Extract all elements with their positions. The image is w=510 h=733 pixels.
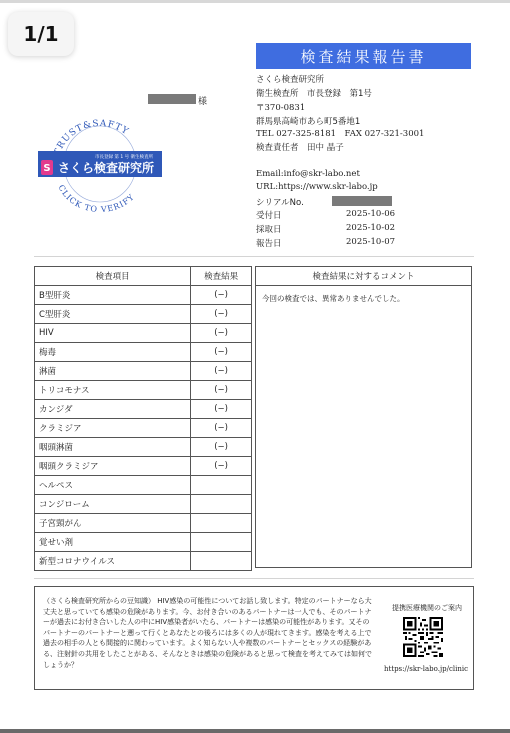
date-label-collected: 採取日 [256, 225, 282, 235]
test-item: 子宮頸がん [35, 514, 191, 533]
date-value-reported: 2025-10-07 [346, 237, 396, 247]
clinic-link[interactable]: https://skr-labo.jp/clinic [383, 665, 469, 673]
test-item: C型肝炎 [35, 305, 191, 324]
logo-registration-line: 市長登録 第 1 号 衛生検査所 [94, 155, 154, 160]
table-row [35, 457, 252, 476]
table-row [35, 476, 252, 495]
trivia-box [34, 586, 474, 690]
issuer-address: 群馬県高崎市あら町5番地1 [256, 117, 361, 127]
test-item: 淋菌 [35, 362, 191, 381]
header-test-item: 検査項目 [35, 267, 191, 286]
test-result [191, 476, 252, 495]
test-result [191, 533, 252, 552]
table-row [35, 381, 252, 400]
test-item: 咽頭クラミジア [35, 457, 191, 476]
test-item: トリコモナス [35, 381, 191, 400]
table-row [35, 324, 252, 343]
test-result: (−) [191, 286, 252, 305]
table-row [35, 305, 252, 324]
issuer-tel-fax: TEL 027-325-8181 FAX 027-321-3001 [256, 129, 425, 139]
serial-redaction [332, 196, 392, 206]
viewer-top-border [0, 0, 510, 3]
report-title: 検査結果報告書 [256, 43, 471, 69]
issuer-url: URL:https://www.skr-labo.jp [256, 182, 378, 192]
qr-code-icon[interactable] [403, 617, 443, 657]
table-row [35, 343, 252, 362]
test-result [191, 514, 252, 533]
table-row [35, 514, 252, 533]
comment-text: 今回の検査では、異常ありませんでした。 [262, 294, 405, 303]
test-result [191, 552, 252, 571]
issuer-registration: 衛生検査所 市長登録 第1号 [256, 89, 372, 99]
test-item: HIV [35, 324, 191, 343]
patient-name-redaction [148, 94, 196, 104]
sakura-mark-glyph: S [43, 163, 51, 174]
test-result: (−) [191, 343, 252, 362]
test-item: B型肝炎 [35, 286, 191, 305]
date-label-received: 受付日 [256, 211, 282, 221]
test-item: ヘルペス [35, 476, 191, 495]
table-row [35, 552, 252, 571]
lab-logo[interactable] [36, 116, 164, 212]
test-result: (−) [191, 305, 252, 324]
test-result: (−) [191, 438, 252, 457]
table-row [35, 419, 252, 438]
issuer-email: Email:info@skr-labo.net [256, 169, 360, 179]
viewer-bottom-edge [0, 729, 510, 733]
header-test-result: 検査結果 [191, 267, 252, 286]
test-result: (−) [191, 362, 252, 381]
test-item: 咽頭淋菌 [35, 438, 191, 457]
results-table [34, 266, 252, 571]
test-item: カンジダ [35, 400, 191, 419]
date-label-reported: 報告日 [256, 239, 282, 249]
trivia-text: （さくら検査研究所からの豆知識） HIV感染の可能性についてお話し致します。特定のパートナーなら大丈夫と思っていても感染の危険があります。今、お付き合いのあるパートナーは一人でも、そのパートナーが過去にお付き合いした人の中にHIV感染者がいたら、パートナーは感染の可能性があります。又そのパートナーのパートナーと遡って行くとあなたとの後ろには多くの人が現れてきます。感染を考える上で過去の相手の人とも間接的に関わっています。よく知らない人や複数のパートナーとセックスの経験がある、注射針の共用をしたことがある、そんなときは感染の危険があると思って検査を考えてみては如何でしょうか？ [43, 597, 372, 669]
patient-honorific: 様 [198, 97, 208, 107]
table-row [35, 533, 252, 552]
serial-label: シリアルNo. [256, 198, 304, 208]
test-item: コンジローム [35, 495, 191, 514]
test-result: (−) [191, 324, 252, 343]
partner-clinic-label: 提携医療機関のご案内 [392, 604, 462, 612]
logo-lab-name: さくら検査研究所 [57, 161, 155, 175]
table-row [35, 400, 252, 419]
logo-arc-bottom: CLICK TO VERIFY [56, 183, 137, 212]
test-item: 新型コロナウイルス [35, 552, 191, 571]
section-divider [34, 256, 474, 257]
test-item: クラミジア [35, 419, 191, 438]
table-header-row [35, 267, 252, 286]
test-result: (−) [191, 381, 252, 400]
date-value-received: 2025-10-06 [346, 209, 396, 219]
issuer-postal: 〒370-0831 [256, 103, 306, 113]
comment-box [255, 266, 472, 568]
test-result: (−) [191, 457, 252, 476]
table-row [35, 438, 252, 457]
table-row [35, 495, 252, 514]
date-value-collected: 2025-10-02 [346, 223, 396, 233]
test-item: 梅毒 [35, 343, 191, 362]
test-item: 覚せい剤 [35, 533, 191, 552]
test-result: (−) [191, 400, 252, 419]
comment-header: 検査結果に対するコメント [256, 267, 471, 286]
table-row [35, 286, 252, 305]
footer-divider [34, 578, 474, 579]
issuer-name: さくら検査研究所 [256, 75, 325, 85]
logo-arc-top: RUST&SAFTY [55, 118, 131, 151]
page-indicator[interactable]: 1/1 [8, 12, 74, 56]
issuer-responsible: 検査責任者 田中 晶子 [256, 143, 344, 153]
test-result: (−) [191, 419, 252, 438]
test-result [191, 495, 252, 514]
table-row [35, 362, 252, 381]
